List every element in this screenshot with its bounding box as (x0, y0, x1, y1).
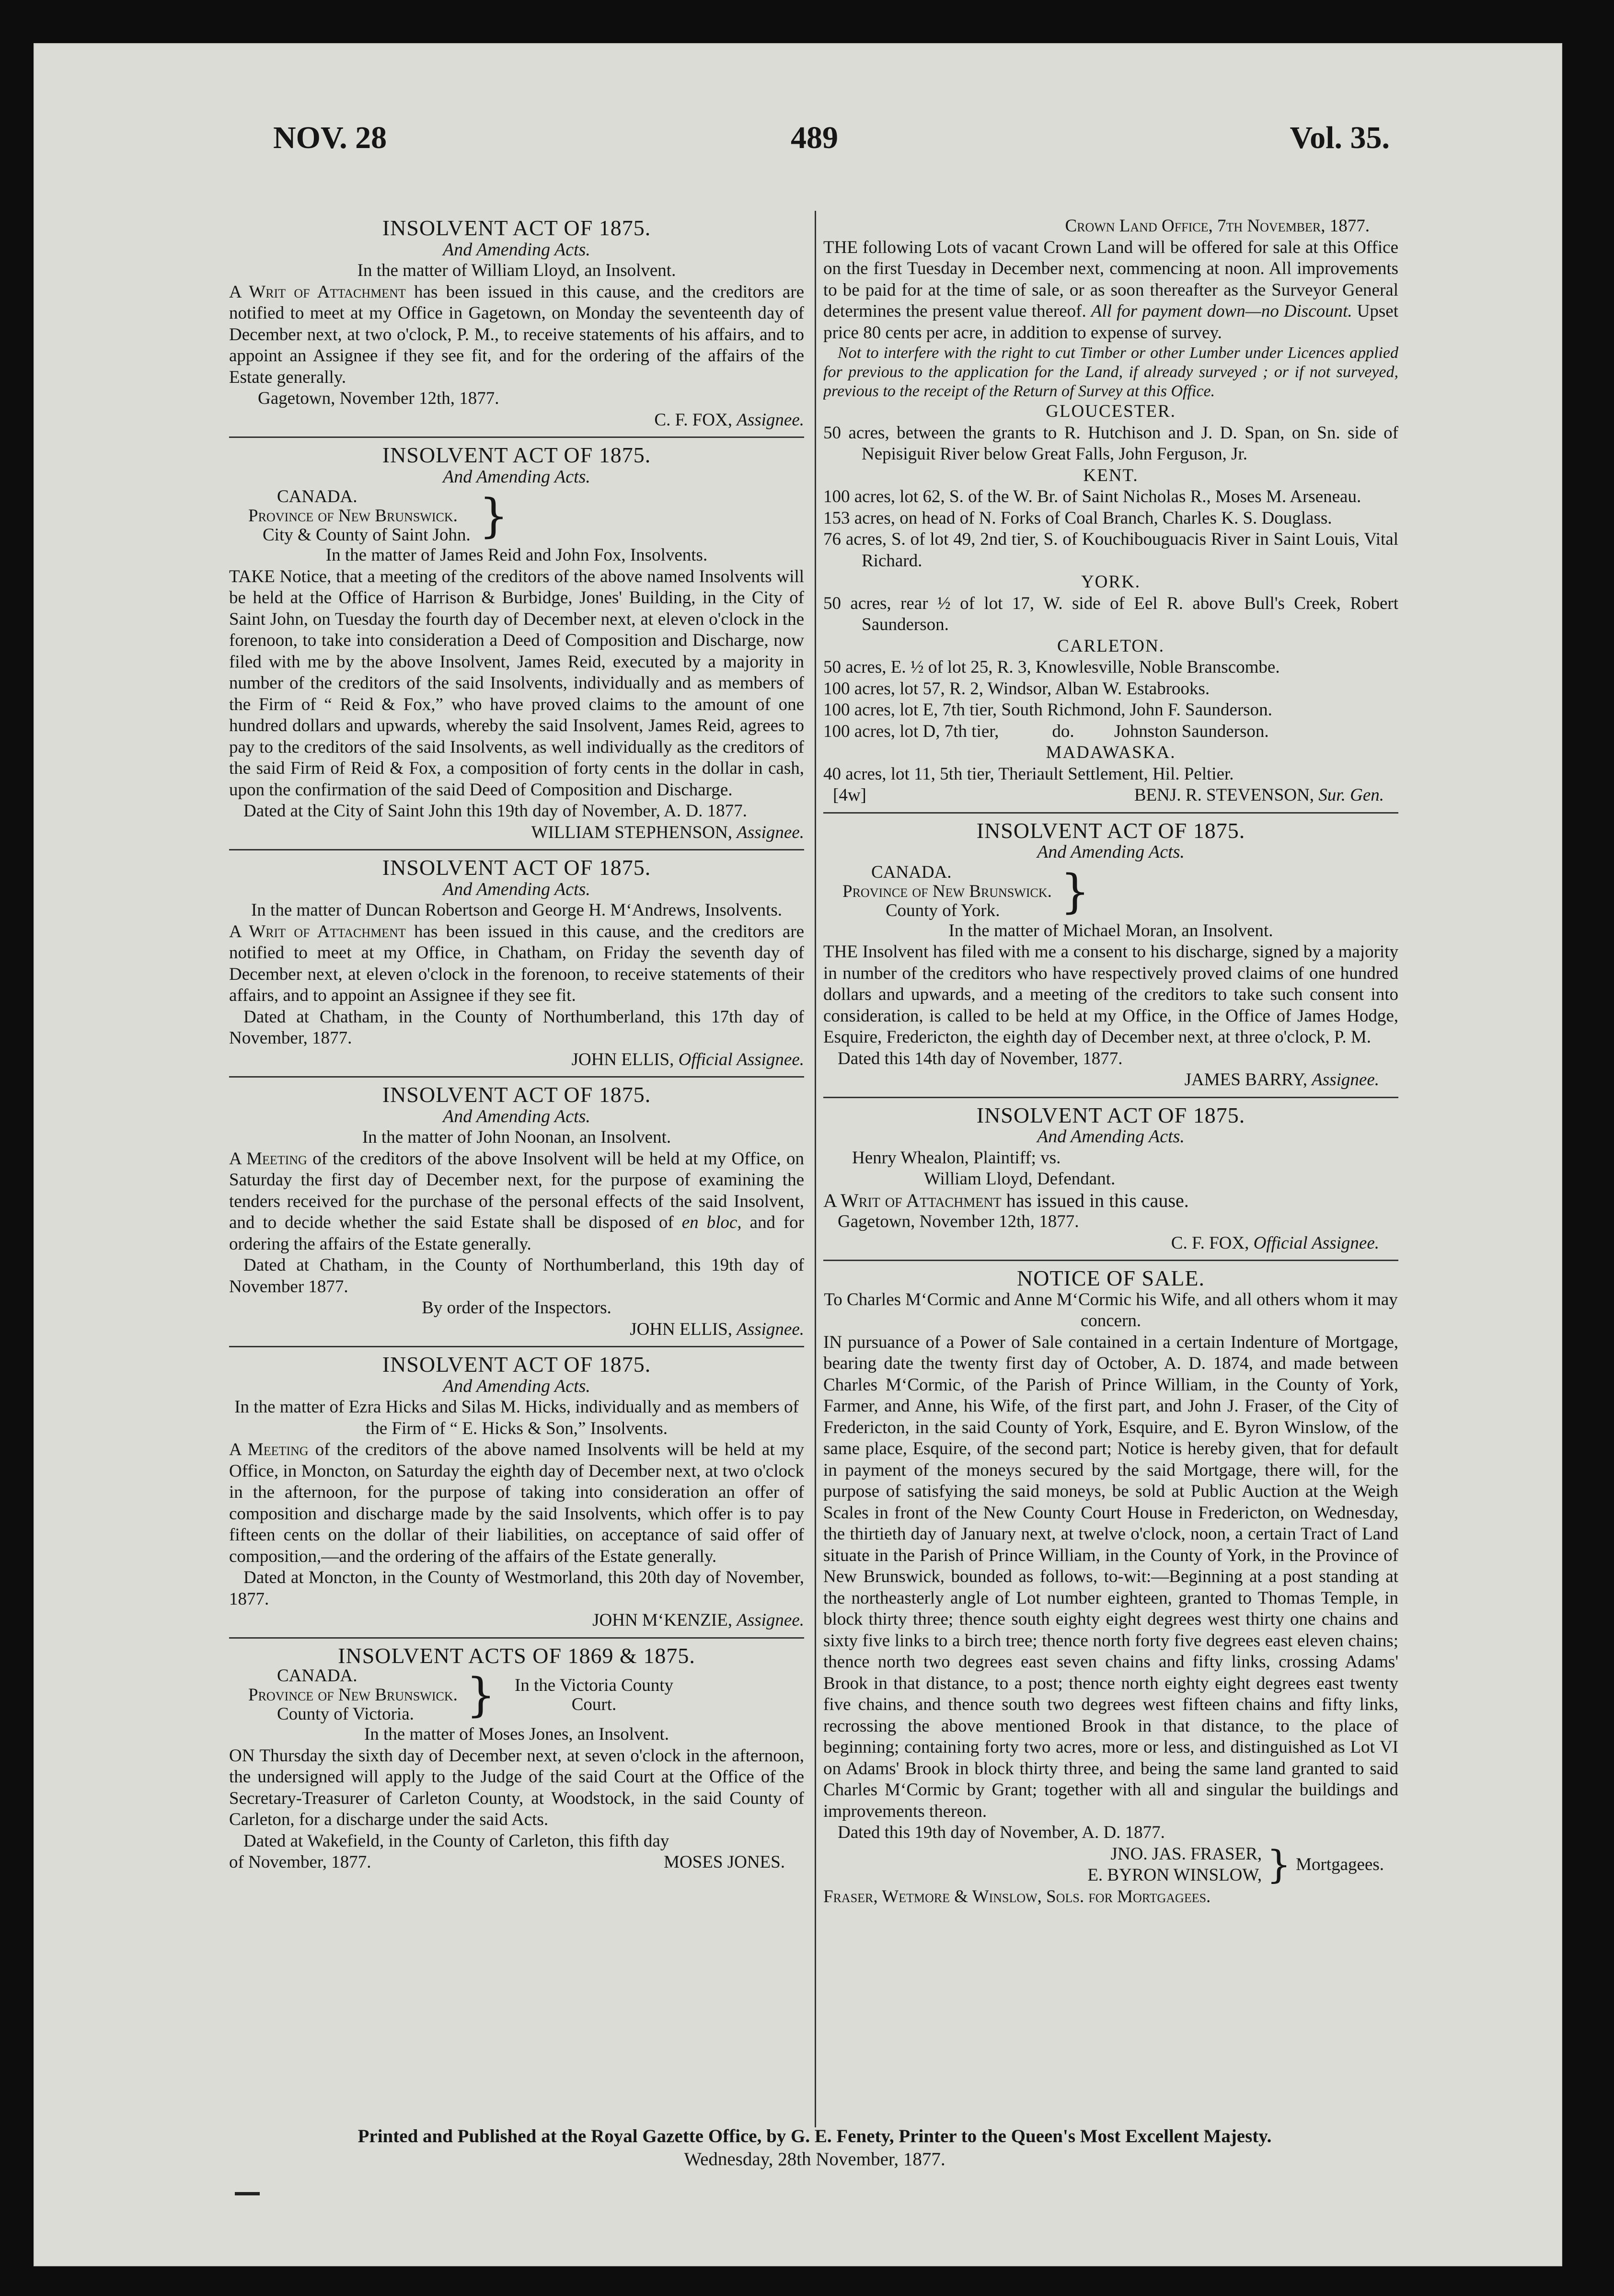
notice-matter: In the matter of Moses Jones, an Insolvent. (364, 1724, 669, 1744)
notice-body (229, 1148, 804, 1255)
notice-title: INSOLVENT ACT OF 1875. (976, 818, 1245, 843)
brace-glyph: } (1267, 1842, 1291, 1887)
notice-noonan-insolvency (229, 1084, 804, 1340)
signer-name: JAMES BARRY, (1184, 1070, 1307, 1090)
country-label: CANADA. (871, 862, 952, 882)
notice-title: INSOLVENT ACT OF 1875. (382, 855, 651, 880)
land-lot: 100 acres, lot D, 7th tier, do. Johnston Saunderson. (823, 721, 1269, 741)
notice-text: has been issued in this cause, and the creditors are notified to meet at my Office in Gagetown, on Monday the seventeenth day of December next, at two o'clock, P. M., to receive statements of his affairs, and to appoint an Assignee if they see fit, and for the ordering of the affairs of the Estate generally. (229, 282, 804, 387)
notice-text: of the creditors of the above named Insolvents will be held at my Office, in Moncton, on Saturday the eighth day of December next, at two o'clock in the afternoon, for the purpose of taking into consideration an offer of composition and discharge made by the said Insolvents, which offer is to pay fifteen cents on the dollar of their liabilities, on acceptance of said offer of composition,—and the ordering of the affairs of the Estate generally. (229, 1440, 804, 1566)
signer-name: JOHN ELLIS, (630, 1319, 732, 1339)
jurisdiction-block (248, 487, 804, 545)
right-column (823, 216, 1398, 2127)
land-lot: 153 acres, on head of N. Forks of Coal Branch, Charles K. S. Douglass. (823, 508, 1332, 528)
signer-role: Assignee. (737, 410, 804, 430)
column-divider (815, 211, 816, 2127)
country-label: CANADA. (277, 1666, 357, 1686)
notice-whealon-attachment (823, 1102, 1398, 1254)
signer-role: Official Assignee. (1253, 1233, 1379, 1253)
land-lot: 50 acres, rear ½ of lot 17, W. side of Eel R. above Bull's Creek, Robert Saunderson. (823, 593, 1398, 634)
country-label: CANADA. (277, 487, 357, 506)
notice-terms-emphasis: All for payment down—no Discount. (1091, 301, 1352, 321)
insertion-code: [4w] (833, 785, 866, 805)
notice-address: To Charles M‘Cormic and Anne M‘Cormic his Wife, and all others whom it may concern. (824, 1289, 1398, 1331)
province-label: Province of New Brunswick. (248, 1685, 458, 1705)
notice-body (229, 921, 804, 1007)
notice-divider (229, 849, 804, 850)
notice-body: IN pursuance of a Power of Sale contained in a certain Indenture of Mortgage, bearing date the twenty first day of October, A. D. 1874, and made between Charles M‘Cormic, of the Parish of Prince William, in the County of York, Farmer, and Anne, his Wife, of the first part, and John J. Fraser, of the City of Fredericton, in the said County of York, Esquire, and E. Byron Winslow, of the same place, Esquire, of the second part; Notice is hereby given, that for default in payment of the moneys secured by the said Mortgage, there will, for the purpose of satisfying the said moneys, be sold at Public Auction at the Weigh Scales in front of the New County Court House in Fredericton, on Wednesday, the thirtieth day of January next, at twelve o'clock, noon, a certain Tract of Land situate in the Parish of Prince William, in the County of York, in the Province of New Brunswick, bounded as follows, to-wit:—Beginning at a post standing at the northeasterly angle of Lot number eighteen, granted to Thomas Temple, in block thirty three; thence south eighty eight degrees west thirty one chains and sixty five links to a birch tree; thence north forty five degrees east eleven chains; thence north two degrees east seven chains and fifty links, crossing Adams' Brook in that distance, to a post; thence north eighty eight degrees east twenty five chains, and thence south two degrees west fifteen chains and fifty links, recrossing the above mentioned Brook in that distance, to the place of beginning; containing forty two acres, more or less, and distinguished as Lot VI on Adams' Brook in block thirty three, and being the same land granted to said Charles M‘Cormic by Grant; together with all and singular the buildings and improvements thereon. (823, 1332, 1398, 1821)
province-label: Province of New Brunswick. (842, 881, 1052, 901)
signer-name: C. F. FOX, (654, 410, 732, 430)
land-lot: 100 acres, lot 62, S. of the W. Br. of Saint Nicholas R., Moses M. Arseneau. (823, 487, 1361, 506)
signer-name: JOHN M‘KENZIE, (592, 1610, 732, 1630)
signer-role: Assignee. (737, 1610, 804, 1630)
notice-lead: A Writ of Attachment (823, 1189, 1002, 1211)
notice-matter: In the matter of William Lloyd, an Insolvent. (357, 261, 676, 280)
printer-mark (235, 2192, 260, 2195)
land-lot: 100 acres, lot E, 7th tier, South Richmond, John F. Saunderson. (823, 700, 1272, 720)
court-label (515, 1676, 673, 1714)
notice-terms: Upset price 80 cents per acre, in addition to expense of survey. (823, 301, 1398, 343)
notice-subtitle: And Amending Acts. (1037, 842, 1185, 862)
notice-title: INSOLVENT ACTS OF 1869 & 1875. (338, 1643, 695, 1668)
signer-role: Official Assignee. (678, 1049, 804, 1069)
notice-text: of the creditors of the above Insolvent will be held at my Office, on Saturday the first day of December next, for the purpose of examining the tenders received for the purchase of the personal effects of the said Insolvent, and to decide whether the said Estate shall be disposed of (229, 1148, 804, 1232)
notice-hicks-insolvency (229, 1354, 804, 1631)
notice-dated: Dated this 14th day of November, 1877. (838, 1048, 1123, 1068)
notice-matter: In the matter of Duncan Robertson and George H. M‘Andrews, Insolvents. (251, 900, 783, 920)
signer-role: Sur. Gen. (1318, 785, 1384, 805)
notice-title: NOTICE OF SALE. (1017, 1266, 1205, 1290)
notice-signature (823, 1233, 1398, 1254)
notice-body (229, 282, 804, 389)
notice-signature (229, 1610, 804, 1631)
notice-signature (823, 1069, 1398, 1091)
notice-lead: A Writ of Attachment (229, 282, 406, 302)
notice-divider (229, 1346, 804, 1347)
case-parties-2: William Lloyd, Defendant. (924, 1169, 1116, 1189)
notice-text: has been issued in this cause, and the creditors are notified to meet at my Office, in Chatham, on Friday the seventh day of December next, at eleven o'clock in the forenoon, to receive statements of their affairs, and to appoint an Assignee if they see fit. (229, 921, 804, 1005)
brace-glyph: } (466, 1668, 496, 1722)
signer-role: Assignee. (737, 1319, 804, 1339)
brace-glyph: } (479, 489, 508, 543)
land-lot: 50 acres, between the grants to R. Hutchison and J. D. Span, on Sn. side of Nepisiguit River below Great Falls, John Ferguson, Jr. (823, 423, 1398, 464)
county-heading: MADAWASKA. (1046, 743, 1176, 762)
land-lot: 76 acres, S. of lot 49, 2nd tier, S. of Kouchibouguacis River in Saint Louis, Vital Richard. (823, 529, 1398, 571)
notice-order: By order of the Inspectors. (422, 1298, 611, 1318)
notice-subtitle: And Amending Acts. (443, 1106, 590, 1126)
notice-body (823, 237, 1398, 344)
notice-body: ON Thursday the sixth day of December next, at seven o'clock in the afternoon, the undersigned will apply to the Judge of the said Court at the Office of the Secretary-Treasurer of Carleton County, at Woodstock, in the said County of Carleton, for a discharge under the said Acts. (229, 1745, 804, 1829)
notice-dated: Gagetown, November 12th, 1877. (838, 1212, 1079, 1231)
notice-title: INSOLVENT ACT OF 1875. (382, 216, 651, 240)
signer-name: C. F. FOX, (1171, 1233, 1249, 1253)
notice-body: TAKE Notice, that a meeting of the creditors of the above named Insolvents will be held at the Office of Harrison & Burbidge, Jones' Building, in the City of Saint John, on Tuesday the fourth day of December next, at eleven o'clock in the forenoon, to take into consideration a Deed of Composition and Discharge, now filed with me by the above Insolvent, James Reid, executed by a majority in number of the creditors of the said Insolvents, individually and as members of the Firm of “ Reid & Fox,” who have proved claims to the amount of one hundred dollars and upwards, whereby the said Insolvent, James Reid, agrees to pay to the creditors of the said Insolvents, as well individually as the creditors of the said Firm of Reid & Fox, a composition of forty cents in the dollar in cash, upon the confirmation of the said Deed of Composition and Discharge. (229, 566, 804, 800)
notice-lloyd-insolvency (229, 218, 804, 431)
notice-jones-insolvency (229, 1645, 804, 1873)
land-lot: 100 acres, lot 57, R. 2, Windsor, Alban W. Estabrooks. (823, 678, 1210, 699)
notice-title: INSOLVENT ACT OF 1875. (382, 1082, 651, 1107)
notice-subtitle: And Amending Acts. (443, 1376, 590, 1396)
notice-lead: A Meeting (229, 1148, 307, 1169)
solicitors-line: Fraser, Wetmore & Winslow, Sols. for Mortgagees. (823, 1886, 1211, 1906)
notice-dated: Dated at Wakefield, in the County of Carleton, this fifth day (243, 1831, 669, 1851)
notice-text: THE following Lots of vacant Crown Land will be offered for sale at this Office on the first Tuesday in December next, commencing at noon. All improvements to be paid for at the time of sale, or as soon thereafter as the Surveyor General determines the present value thereof. (823, 237, 1398, 321)
notice-matter: In the matter of James Reid and John Fox, Insolvents. (325, 545, 708, 565)
notice-subtitle: And Amending Acts. (1037, 1126, 1185, 1147)
notice-divider (229, 1637, 804, 1639)
notice-divider (229, 436, 804, 438)
imprint-line: Printed and Published at the Royal Gazette Office, by G. E. Fenety, Printer to the Queen's Most Excellent Majesty. (357, 2126, 1272, 2147)
land-lot: 50 acres, E. ½ of lot 25, R. 3, Knowlesville, Noble Branscombe. (823, 657, 1280, 677)
issue-date: NOV. 28 (273, 120, 387, 155)
notice-divider (229, 1076, 804, 1078)
mortgagees-label: Mortgagees. (1296, 1854, 1384, 1874)
notice-signature (229, 1049, 804, 1071)
notice-subtitle: And Amending Acts. (443, 466, 590, 487)
notice-moran-insolvency (823, 820, 1398, 1091)
case-parties-1: Henry Whealon, Plaintiff; vs. (852, 1148, 1061, 1168)
signer-name: JOHN ELLIS, (571, 1049, 674, 1069)
notice-reid-fox-insolvency (229, 445, 804, 843)
volume-number: Vol. 35. (1290, 120, 1390, 155)
signer-name: BENJ. R. STEVENSON, (1134, 785, 1314, 805)
notice-lead: A Meeting (229, 1440, 309, 1459)
left-column (229, 216, 804, 2127)
county-heading: GLOUCESTER. (1046, 402, 1176, 421)
notice-body (229, 1439, 804, 1567)
land-lot: 40 acres, lot 11, 5th tier, Theriault Settlement, Hil. Peltier. (823, 764, 1234, 784)
signer-name: WILLIAM STEPHENSON, (531, 822, 732, 842)
county-heading: CARLETON. (1057, 636, 1164, 656)
notice-title: INSOLVENT ACT OF 1875. (382, 1352, 651, 1377)
notice-subtitle: And Amending Acts. (443, 879, 590, 899)
notice-dated: Gagetown, November 12th, 1877. (258, 389, 499, 408)
timber-note: Not to interfere with the right to cut Timber or other Lumber under Licences applied for previous to the application for the Land, if already surveyed ; or if not surveyed, previous to the receipt of the Return of Survey at this Office. (823, 344, 1398, 400)
office-dateline: Crown Land Office, 7th November, 1877. (1065, 216, 1370, 236)
county-heading: YORK. (1081, 572, 1141, 592)
notice-robertson-insolvency (229, 857, 804, 1070)
notice-dated-end: of November, 1877. (229, 1852, 371, 1872)
notice-title: INSOLVENT ACT OF 1875. (382, 443, 651, 467)
notice-body (823, 1190, 1398, 1212)
notice-signature (229, 1319, 804, 1341)
notice-dated: Dated at Chatham, in the County of Northumberland, this 19th day of November 1877. (229, 1255, 804, 1297)
notice-dated: Dated at Moncton, in the County of Westmorland, this 20th day of November, 1877. (229, 1568, 804, 1609)
mortgagee-name: JNO. JAS. FRASER, (1110, 1844, 1262, 1864)
notice-dated-signature (229, 1852, 804, 1873)
signer-role: Assignee. (1312, 1070, 1379, 1090)
notice-of-sale (823, 1268, 1398, 1907)
notice-text-end: and for ordering the affairs of the Estate generally. (229, 1213, 804, 1254)
notice-lead: A Writ of Attachment (229, 921, 406, 941)
page-number: 489 (791, 120, 838, 155)
notice-matter: In the matter of John Noonan, an Insolvent. (362, 1127, 671, 1147)
notice-emphasis: en bloc, (681, 1213, 742, 1232)
notice-text: has issued in this cause. (1001, 1189, 1189, 1211)
notice-title: INSOLVENT ACT OF 1875. (976, 1102, 1245, 1127)
notice-dated: Dated at Chatham, in the County of Northumberland, this 17th day of November, 1877. (229, 1007, 804, 1048)
signer-name: MOSES JONES. (664, 1852, 785, 1872)
court-line-2: Court. (571, 1695, 617, 1714)
notice-dated: Dated this 19th day of November, A. D. 1877. (838, 1823, 1165, 1842)
page-header (273, 120, 1390, 182)
notice-signature (229, 410, 804, 431)
notice-matter: In the matter of Ezra Hicks and Silas M. Hicks, individually and as members of the Firm of “ E. Hicks & Son,” Insolvents. (234, 1397, 799, 1438)
mortgagee-name: E. BYRON WINSLOW, (1087, 1865, 1262, 1885)
mortgagees-block (823, 1844, 1398, 1886)
court-line-1: In the Victoria County (514, 1676, 674, 1695)
notice-signature (823, 785, 1398, 806)
province-label: Province of New Brunswick. (248, 506, 458, 526)
notice-crown-land (823, 216, 1398, 806)
notice-divider (823, 1260, 1398, 1261)
imprint-date: Wednesday, 28th November, 1877. (684, 2149, 945, 2170)
notice-subtitle: And Amending Acts. (443, 239, 590, 260)
imprint-footer (240, 2125, 1390, 2171)
jurisdiction-block (248, 1666, 804, 1724)
jurisdiction-block (842, 863, 1398, 920)
county-label: City & County of Saint John. (263, 525, 471, 545)
county-heading: KENT. (1083, 465, 1139, 485)
notice-body: THE Insolvent has filed with me a consent to his discharge, signed by a majority in number of the creditors who have respectively proved claims of one hundred dollars and upwards, and a meeting of the creditors to take such consent into consideration, is called to be held at my Office, in the Office of James Hodge, Esquire, Fredericton, the eighth day of December next, at three o'clock, P. M. (823, 942, 1398, 1047)
signer-role: Assignee. (737, 822, 804, 842)
notice-divider (823, 812, 1398, 814)
brace-glyph: } (1060, 864, 1090, 918)
county-label: County of York. (886, 900, 1000, 920)
county-label: County of Victoria. (277, 1704, 414, 1724)
notice-divider (823, 1097, 1398, 1098)
notice-dated: Dated at the City of Saint John this 19th day of November, A. D. 1877. (243, 801, 747, 821)
notice-matter: In the matter of Michael Moran, an Insolvent. (948, 920, 1273, 941)
notice-signature (229, 822, 804, 844)
